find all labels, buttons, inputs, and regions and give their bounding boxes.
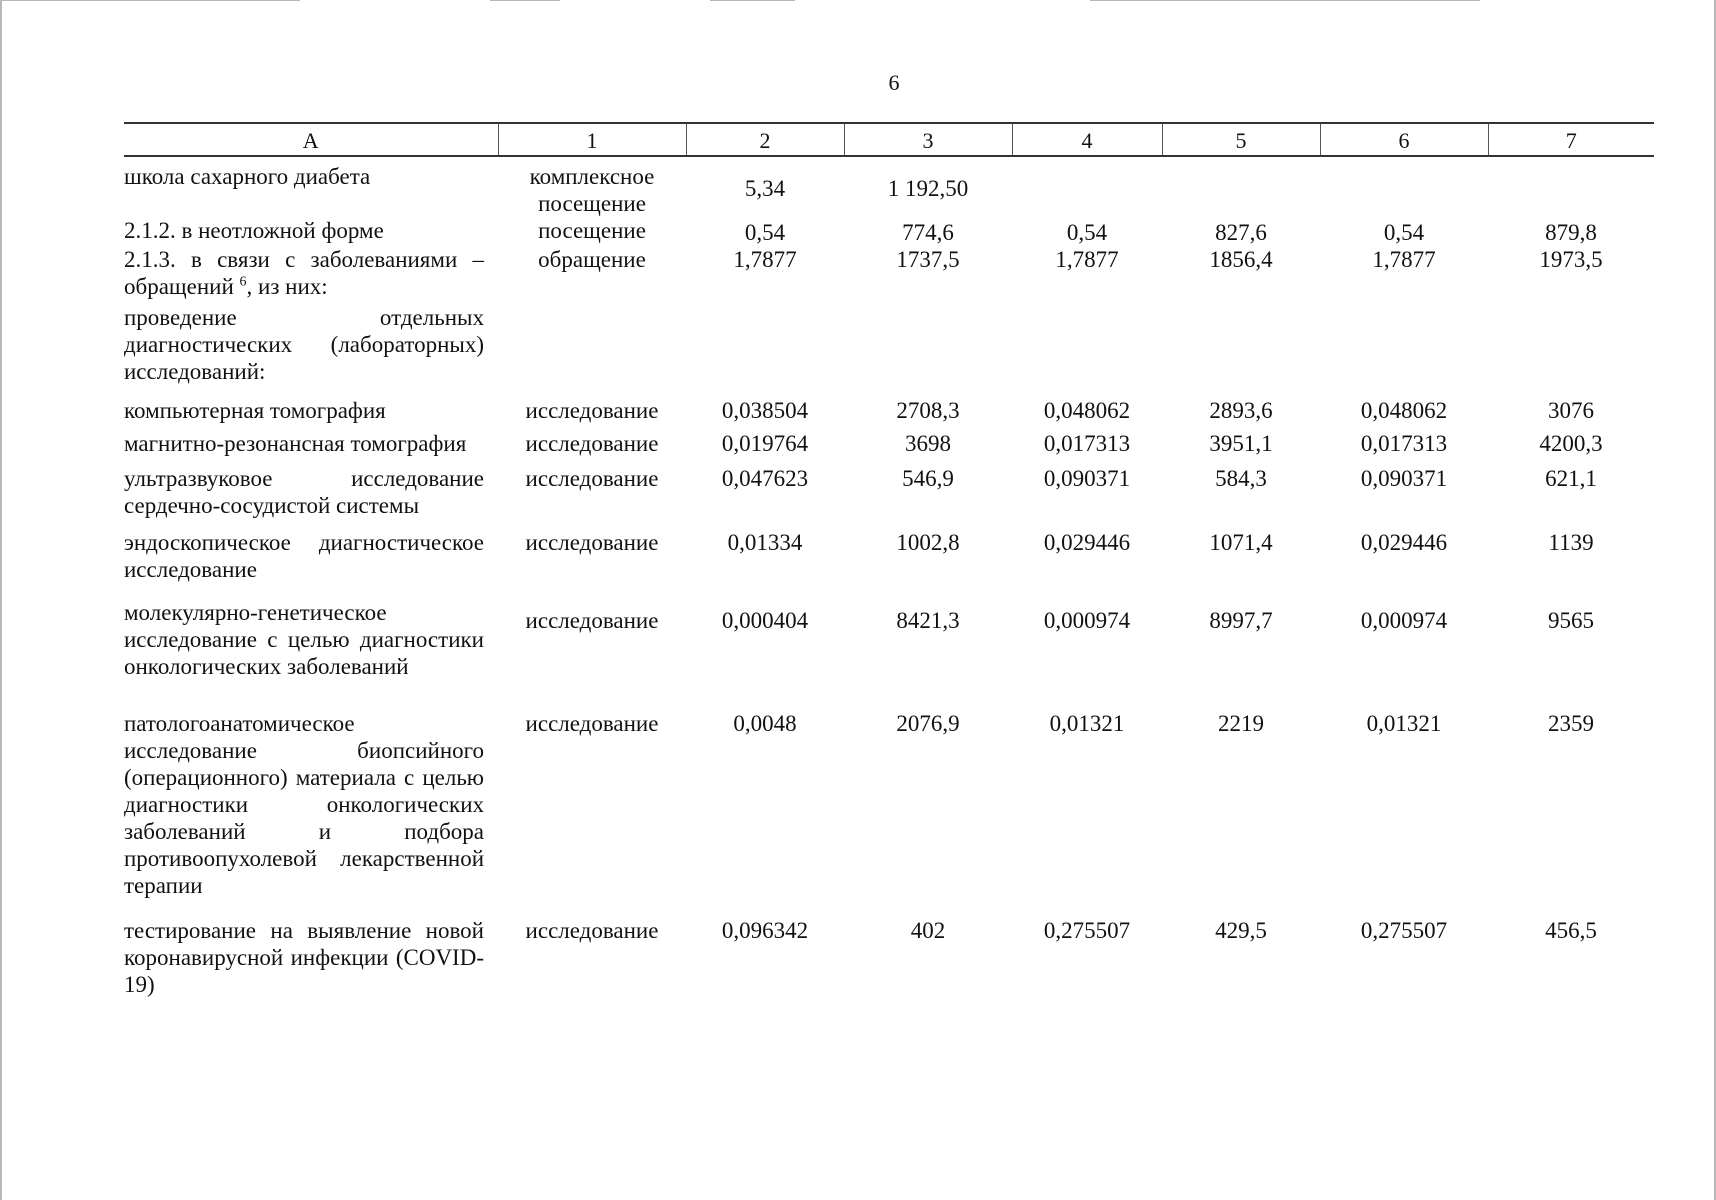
- table-row: [124, 430, 1654, 465]
- table-row: [124, 702, 1654, 917]
- value-cell-col-2: 0,000404: [721, 608, 809, 633]
- row-name: 2.1.3. в связи с заболеваниями – обращений: [124, 247, 484, 299]
- value-cell-col-3: 2076,9: [896, 711, 960, 736]
- value-cell-col-5: 2219: [1218, 711, 1264, 736]
- row-name-cell: [124, 302, 498, 397]
- value-cell-col-2: 0,047623: [721, 466, 809, 491]
- value-cell-col-5: 1856,4: [1209, 247, 1273, 272]
- value-cell-col-2: 1,7877: [733, 247, 797, 272]
- scan-edge-top-1: [0, 0, 300, 1]
- value-cell-col-3: 8421,3: [896, 608, 960, 633]
- value-cell-col-3: 1 192,50: [887, 176, 969, 201]
- row-name: школа сахарного диабета: [124, 164, 371, 189]
- column-header: 4: [1012, 123, 1162, 156]
- table-row: [124, 246, 1654, 302]
- value-cell-col-6: 1,7877: [1372, 247, 1436, 272]
- value-cell-col-4: 0,01321: [1049, 711, 1125, 736]
- column-header: 7: [1488, 123, 1654, 156]
- value-cell-col-2: 0,038504: [721, 398, 809, 423]
- value-cell-col-5: [1162, 302, 1320, 397]
- row-name-cell: [124, 156, 498, 217]
- scan-edge-top-3: [710, 0, 795, 1]
- row-name-cell: [124, 246, 498, 302]
- value-cell-col-6: 0,275507: [1360, 918, 1448, 943]
- value-cell-col-3: 546,9: [902, 466, 954, 491]
- value-cell-col-5: 2893,6: [1209, 398, 1273, 423]
- value-cell-col-3: 1737,5: [896, 247, 960, 272]
- column-header: 2: [686, 123, 844, 156]
- table-row: [124, 465, 1654, 529]
- value-cell-col-7: [1488, 156, 1654, 217]
- value-cell-col-5: 3951,1: [1209, 431, 1273, 456]
- value-cell-col-5: 1071,4: [1209, 530, 1273, 555]
- table-row: [124, 217, 1654, 246]
- value-cell-col-6: 0,029446: [1360, 530, 1448, 555]
- value-cell-col-2: 5,34: [744, 176, 786, 201]
- value-cell-col-3: 774,6: [902, 220, 954, 245]
- column-header: А: [124, 123, 498, 156]
- row-name: компьютерная томография: [124, 398, 386, 423]
- value-cell-col-7: 456,5: [1545, 918, 1597, 943]
- row-name-cell: [124, 599, 498, 702]
- value-cell-col-4: 1,7877: [1055, 247, 1119, 272]
- value-cell-col-7: [1488, 302, 1654, 397]
- unit-cell: посещение: [538, 218, 646, 243]
- value-cell-col-4: 0,090371: [1043, 466, 1131, 491]
- page-number: 6: [888, 70, 900, 95]
- value-cell-col-5: [1162, 156, 1320, 217]
- value-cell-col-4: 0,029446: [1043, 530, 1131, 555]
- row-name-cell: [124, 430, 498, 465]
- value-cell-col-6: 0,01321: [1366, 711, 1442, 736]
- value-cell-col-5: 8997,7: [1209, 608, 1273, 633]
- column-header: 3: [844, 123, 1012, 156]
- value-cell-col-7: 3076: [1548, 398, 1594, 423]
- value-cell-col-3: 2708,3: [896, 398, 960, 423]
- value-cell-col-2: 0,0048: [733, 711, 797, 736]
- value-cell-col-4: 0,275507: [1043, 918, 1131, 943]
- value-cell-col-3: [844, 302, 1012, 397]
- scan-edge-top-2: [490, 0, 560, 1]
- value-cell-col-6: 0,54: [1383, 220, 1425, 245]
- value-cell-col-4: [1012, 156, 1162, 217]
- value-cell-col-6: [1320, 156, 1488, 217]
- unit-cell: исследование: [525, 398, 659, 423]
- value-cell-col-2: [686, 302, 844, 397]
- row-name-suffix: , из них:: [246, 274, 328, 299]
- unit-cell: [498, 302, 686, 397]
- row-name-cell: [124, 397, 498, 430]
- value-cell-col-2: 0,096342: [721, 918, 809, 943]
- value-cell-col-4: [1012, 302, 1162, 397]
- value-cell-col-2: 0,019764: [721, 431, 809, 456]
- value-cell-col-3: 402: [910, 918, 946, 943]
- value-cell-col-5: 827,6: [1215, 220, 1267, 245]
- table-row: [124, 397, 1654, 430]
- value-cell-col-7: 1139: [1548, 530, 1594, 555]
- value-cell-col-6: 0,090371: [1360, 466, 1448, 491]
- value-cell-col-7: 879,8: [1545, 220, 1597, 245]
- row-name-cell: [124, 917, 498, 998]
- column-header: 1: [498, 123, 686, 156]
- unit-cell: исследование: [525, 466, 659, 491]
- table-body: [124, 156, 1654, 998]
- value-cell-col-7: 1973,5: [1539, 247, 1603, 272]
- unit-cell: исследование: [525, 431, 659, 456]
- scan-edge-left: [0, 0, 2, 1200]
- value-cell-col-6: [1320, 302, 1488, 397]
- row-name: магнитно-резонансная томография: [124, 431, 467, 456]
- row-name: проведение отдельных диагностических (лабораторных) исследований:: [124, 305, 484, 384]
- unit-cell: исследование: [525, 711, 659, 736]
- footnote-marker: 6: [239, 274, 247, 290]
- column-header: 6: [1320, 123, 1488, 156]
- row-name: молекулярно-генетическое исследование с целью диагностики онкологических заболеваний: [124, 600, 484, 679]
- value-cell-col-3: 3698: [905, 431, 951, 456]
- table-row: [124, 529, 1654, 599]
- row-name-cell: [124, 529, 498, 599]
- value-cell-col-2: 0,01334: [727, 530, 803, 555]
- table-row: [124, 156, 1654, 217]
- row-name: 2.1.2. в неотложной форме: [124, 218, 384, 243]
- table-row: [124, 302, 1654, 397]
- value-cell-col-4: 0,54: [1066, 220, 1108, 245]
- unit-cell: исследование: [525, 918, 659, 943]
- row-name: тестирование на выявление новой коронавирусной инфекции (COVID-19): [124, 918, 484, 997]
- column-header: 5: [1162, 123, 1320, 156]
- value-cell-col-4: 0,017313: [1043, 431, 1131, 456]
- table-row: [124, 917, 1654, 998]
- value-cell-col-4: 0,000974: [1043, 608, 1131, 633]
- unit-cell: исследование: [525, 608, 659, 633]
- rates-table: [124, 122, 1654, 998]
- scan-edge-top-4: [1090, 0, 1480, 1]
- row-name-cell: [124, 465, 498, 529]
- header-row: [124, 123, 1654, 156]
- value-cell-col-6: 0,048062: [1360, 398, 1448, 423]
- row-name-cell: [124, 702, 498, 917]
- table-row: [124, 599, 1654, 702]
- unit-cell: обращение: [538, 247, 646, 272]
- value-cell-col-7: 9565: [1548, 608, 1594, 633]
- value-cell-col-4: 0,048062: [1043, 398, 1131, 423]
- unit-cell: исследование: [525, 530, 659, 555]
- row-name-cell: [124, 217, 498, 246]
- value-cell-col-6: 0,017313: [1360, 431, 1448, 456]
- value-cell-col-7: 2359: [1548, 711, 1594, 736]
- value-cell-col-2: 0,54: [744, 220, 786, 245]
- row-name: ультразвуковое исследование сердечно-сосудистой системы: [124, 466, 484, 518]
- value-cell-col-6: 0,000974: [1360, 608, 1448, 633]
- value-cell-col-5: 584,3: [1215, 466, 1267, 491]
- row-name: эндоскопическое диагностическое исследование: [124, 530, 484, 582]
- value-cell-col-3: 1002,8: [896, 530, 960, 555]
- value-cell-col-5: 429,5: [1215, 918, 1267, 943]
- value-cell-col-7: 621,1: [1545, 466, 1597, 491]
- value-cell-col-7: 4200,3: [1539, 431, 1603, 456]
- unit-cell: комплексное посещение: [529, 164, 655, 216]
- row-name: патологоанатомическое исследование биопсийного (операционного) материала с целью диагностики онкологических заболеваний и подбора противоопухолевой лекарственной терапии: [124, 711, 484, 898]
